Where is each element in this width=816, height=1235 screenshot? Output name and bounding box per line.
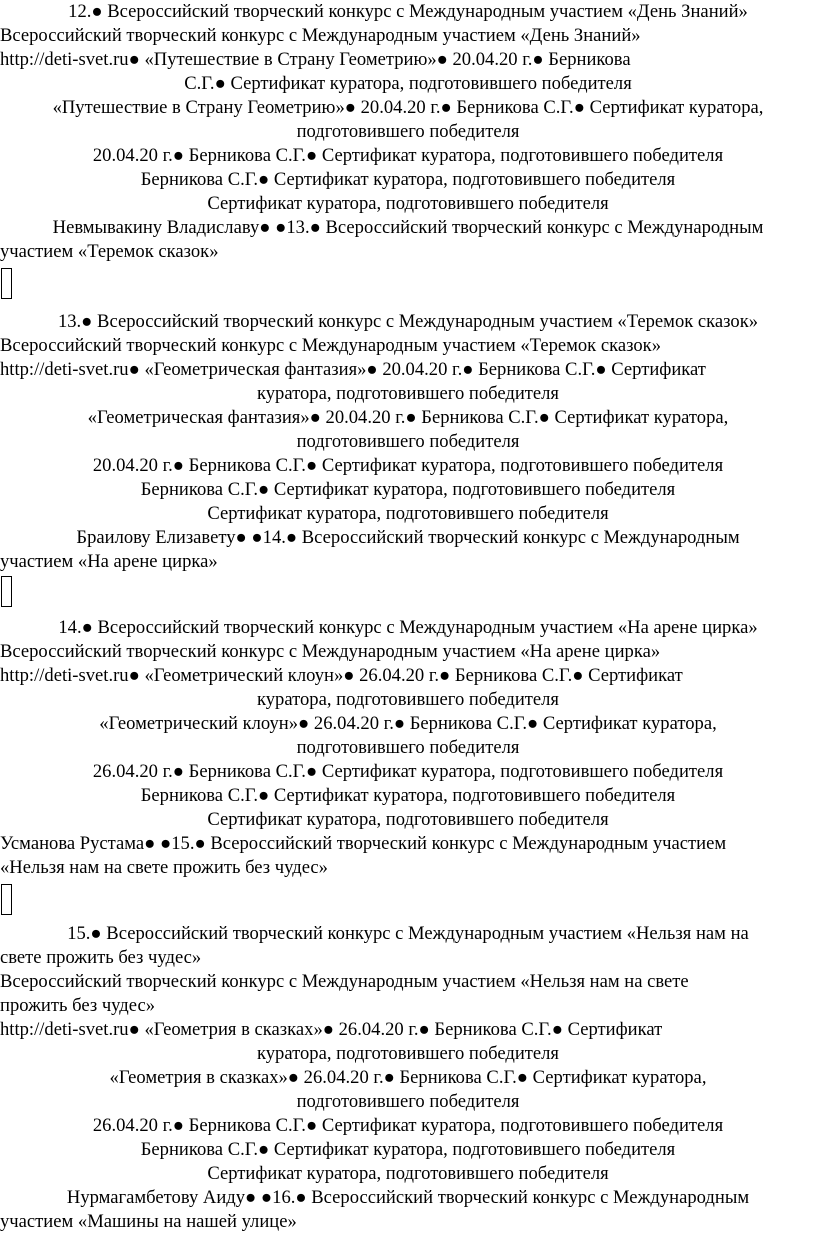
contest-title: Всероссийский творческий конкурс с Международным участием «Теремок сказок»	[0, 335, 661, 356]
site-entry: http://deti-svet.ru● «Геометрия в сказках»● 26.04.20 г.● Берникова С.Г.● Сертификат	[0, 1019, 663, 1040]
entry-continuation: подготовившего победителя	[296, 737, 520, 758]
section-12-heading: 12.● Всероссийский творческий конкурс с Международным участием «День Знаний»	[68, 1, 748, 22]
entry-continuation: подготовившего победителя	[296, 1091, 520, 1112]
entry-continuation: участием «На арене цирка»	[0, 551, 218, 572]
certificate-entry: Сертификат куратора, подготовившего победителя	[207, 809, 609, 830]
date-entry: 26.04.20 г.● Берникова С.Г.● Сертификат куратора, подготовившего победителя	[92, 761, 724, 782]
work-entry: «Геометрический клоун»● 26.04.20 г.● Берникова С.Г.● Сертификат куратора,	[99, 713, 717, 734]
section-13-heading: 13.● Всероссийский творческий конкурс с Международным участием «Теремок сказок»	[57, 311, 759, 332]
curator-entry: Берникова С.Г.● Сертификат куратора, подготовившего победителя	[140, 169, 676, 190]
entry-continuation: подготовившего победителя	[296, 431, 520, 452]
entry-continuation: участием «Теремок сказок»	[0, 241, 219, 262]
participant-entry: Невмывакину Владиславу● ●13.● Всероссийский творческий конкурс с Международным	[52, 217, 764, 238]
empty-image-frame	[1, 884, 12, 915]
site-entry: http://deti-svet.ru● «Геометрическая фантазия»● 20.04.20 г.● Берникова С.Г.● Сертификат	[0, 359, 706, 380]
certificate-entry: Сертификат куратора, подготовившего победителя	[207, 193, 609, 214]
contest-title: Всероссийский творческий конкурс с Международным участием «День Знаний»	[0, 25, 641, 46]
participant-entry: Браилову Елизавету● ●14.● Всероссийский творческий конкурс с Международным	[76, 527, 740, 548]
empty-image-frame	[1, 576, 12, 607]
date-entry: 20.04.20 г.● Берникова С.Г.● Сертификат куратора, подготовившего победителя	[92, 455, 724, 476]
curator-entry: Берникова С.Г.● Сертификат куратора, подготовившего победителя	[140, 785, 676, 806]
site-entry: http://deti-svet.ru● «Геометрический клоун»● 26.04.20 г.● Берникова С.Г.● Сертификат	[0, 665, 683, 686]
empty-image-frame	[1, 268, 12, 299]
section-15-heading: 15.● Всероссийский творческий конкурс с Международным участием «Нельзя нам на	[67, 923, 749, 944]
work-entry: «Путешествие в Страну Геометрию»● 20.04.20 г.● Берникова С.Г.● Сертификат куратора,	[52, 97, 764, 118]
entry-continuation: «Нельзя нам на свете прожить без чудес»	[0, 857, 328, 878]
entry-continuation: куратора, подготовившего победителя	[256, 383, 559, 404]
certificate-entry: Сертификат куратора, подготовившего победителя	[207, 503, 609, 524]
entry-continuation: С.Г.● Сертификат куратора, подготовившего победителя	[184, 73, 632, 94]
contest-title: Всероссийский творческий конкурс с Международным участием «На арене цирка»	[0, 641, 661, 662]
entry-continuation: куратора, подготовившего победителя	[256, 689, 559, 710]
entry-continuation: прожить без чудес»	[0, 995, 156, 1016]
participant-entry: Нурмагамбетову Аиду● ●16.● Всероссийский творческий конкурс с Международным	[66, 1187, 750, 1208]
work-entry: «Геометрия в сказках»● 26.04.20 г.● Берникова С.Г.● Сертификат куратора,	[109, 1067, 707, 1088]
certificate-entry: Сертификат куратора, подготовившего победителя	[207, 1163, 609, 1184]
work-entry: «Геометрическая фантазия»● 20.04.20 г.● Берникова С.Г.● Сертификат куратора,	[87, 407, 729, 428]
date-entry: 20.04.20 г.● Берникова С.Г.● Сертификат куратора, подготовившего победителя	[92, 145, 724, 166]
curator-entry: Берникова С.Г.● Сертификат куратора, подготовившего победителя	[140, 1139, 676, 1160]
entry-continuation: участием «Машины на нашей улице»	[0, 1211, 297, 1232]
entry-continuation: подготовившего победителя	[296, 121, 520, 142]
entry-continuation: куратора, подготовившего победителя	[256, 1043, 559, 1064]
curator-entry: Берникова С.Г.● Сертификат куратора, подготовившего победителя	[140, 479, 676, 500]
entry-continuation: свете прожить без чудес»	[0, 947, 202, 968]
site-entry: http://deti-svet.ru● «Путешествие в Страну Геометрию»● 20.04.20 г.● Берникова	[0, 49, 631, 70]
section-14-heading: 14.● Всероссийский творческий конкурс с Международным участием «На арене цирка»	[58, 617, 758, 638]
participant-entry: Усманова Рустама● ●15.● Всероссийский творческий конкурс с Международным участием	[0, 833, 727, 854]
date-entry: 26.04.20 г.● Берникова С.Г.● Сертификат куратора, подготовившего победителя	[92, 1115, 724, 1136]
contest-title: Всероссийский творческий конкурс с Международным участием «Нельзя нам на свете	[0, 971, 689, 992]
